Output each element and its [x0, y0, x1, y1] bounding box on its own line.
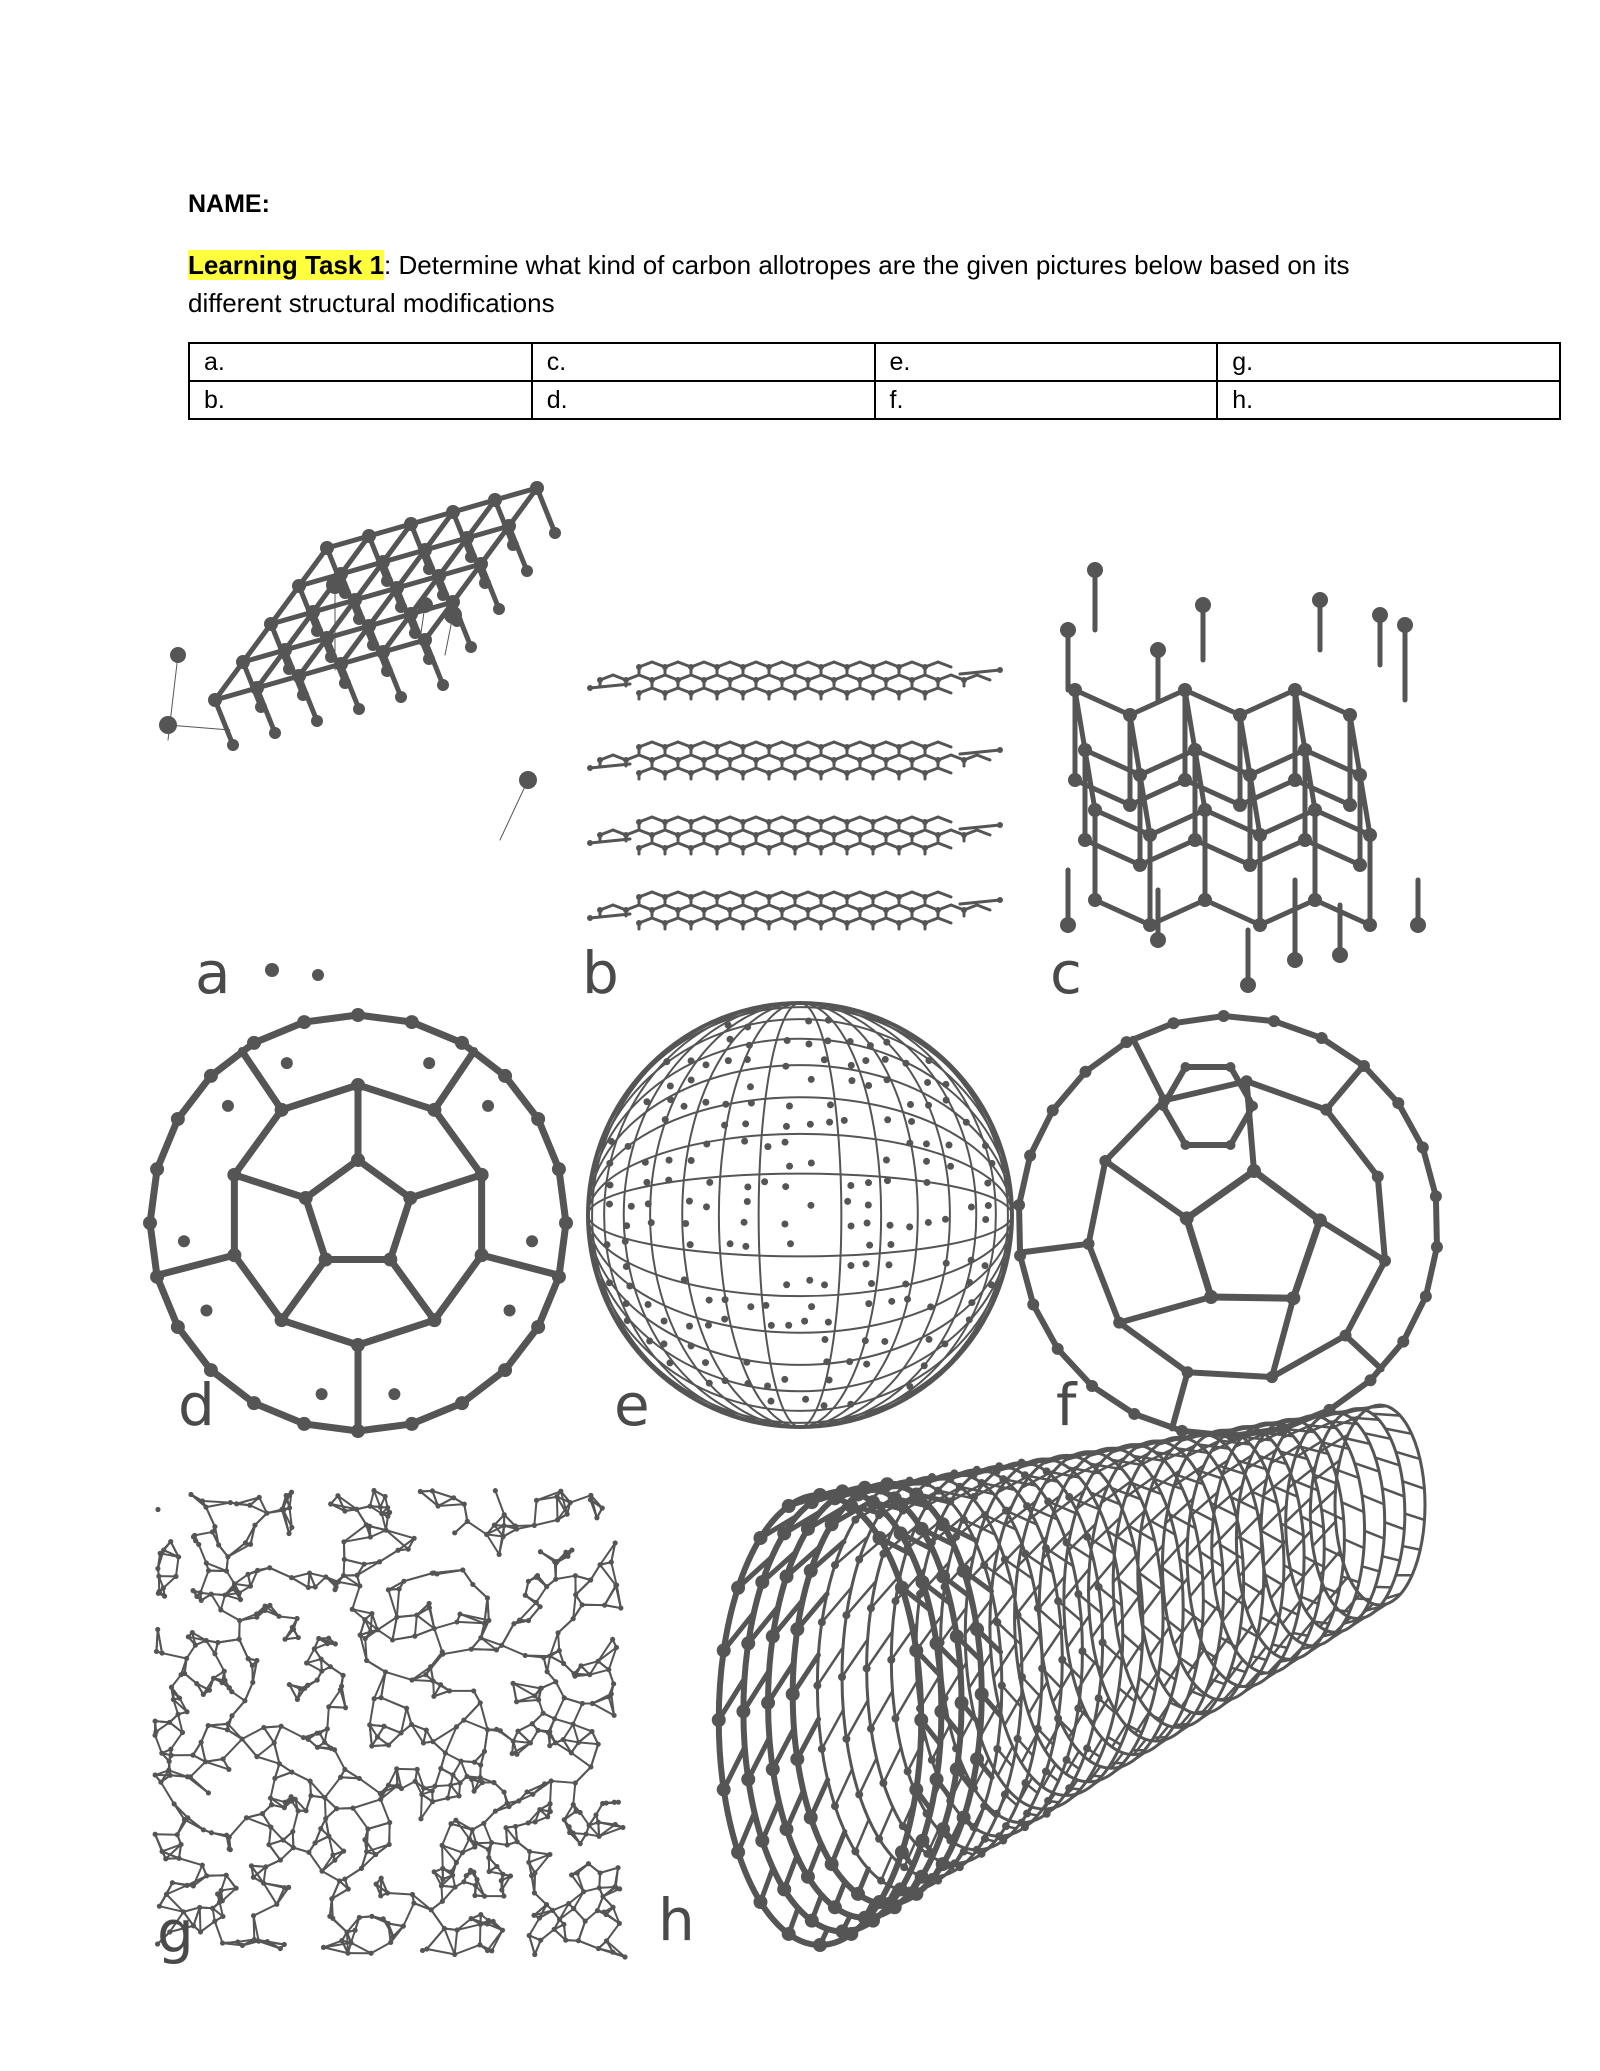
name-label: NAME: [188, 190, 270, 218]
figure-label-f: f [1056, 1371, 1077, 1439]
figure-label-h: h [658, 1886, 695, 1954]
panel-f-c70 [1013, 1010, 1443, 1442]
answer-cell-b[interactable]: b. [189, 381, 532, 419]
figure-label-c: c [1050, 939, 1082, 1007]
panel-a-diamond [159, 481, 561, 981]
figure-label-d: d [178, 1371, 215, 1439]
panel-e-c540 [588, 1003, 1012, 1427]
answer-cell-h[interactable]: h. [1217, 381, 1560, 419]
answer-cell-e[interactable]: e. [875, 343, 1218, 381]
task-highlight: Learning Task 1 [188, 250, 385, 280]
figure-label-e: e [614, 1371, 650, 1439]
panel-g-amorphous [152, 1488, 627, 1960]
answer-cell-g[interactable]: g. [1217, 343, 1560, 381]
answer-cell-a[interactable]: a. [189, 343, 532, 381]
panel-h-nanotube [712, 1405, 1425, 1952]
figure-label-b: b [582, 939, 619, 1007]
panel-b-graphite [587, 662, 1003, 929]
task-text: : Determine what kind of carbon allotropes are the given pictures below based on its different structural modifications [188, 250, 1350, 318]
answer-cell-f[interactable]: f. [875, 381, 1218, 419]
answer-cell-c[interactable]: c. [532, 343, 875, 381]
figure-label-g: g [157, 1898, 194, 1966]
panel-c-lonsdaleite [1060, 562, 1426, 993]
figure-label-a: a [195, 939, 231, 1007]
answer-cell-d[interactable]: d. [532, 381, 875, 419]
